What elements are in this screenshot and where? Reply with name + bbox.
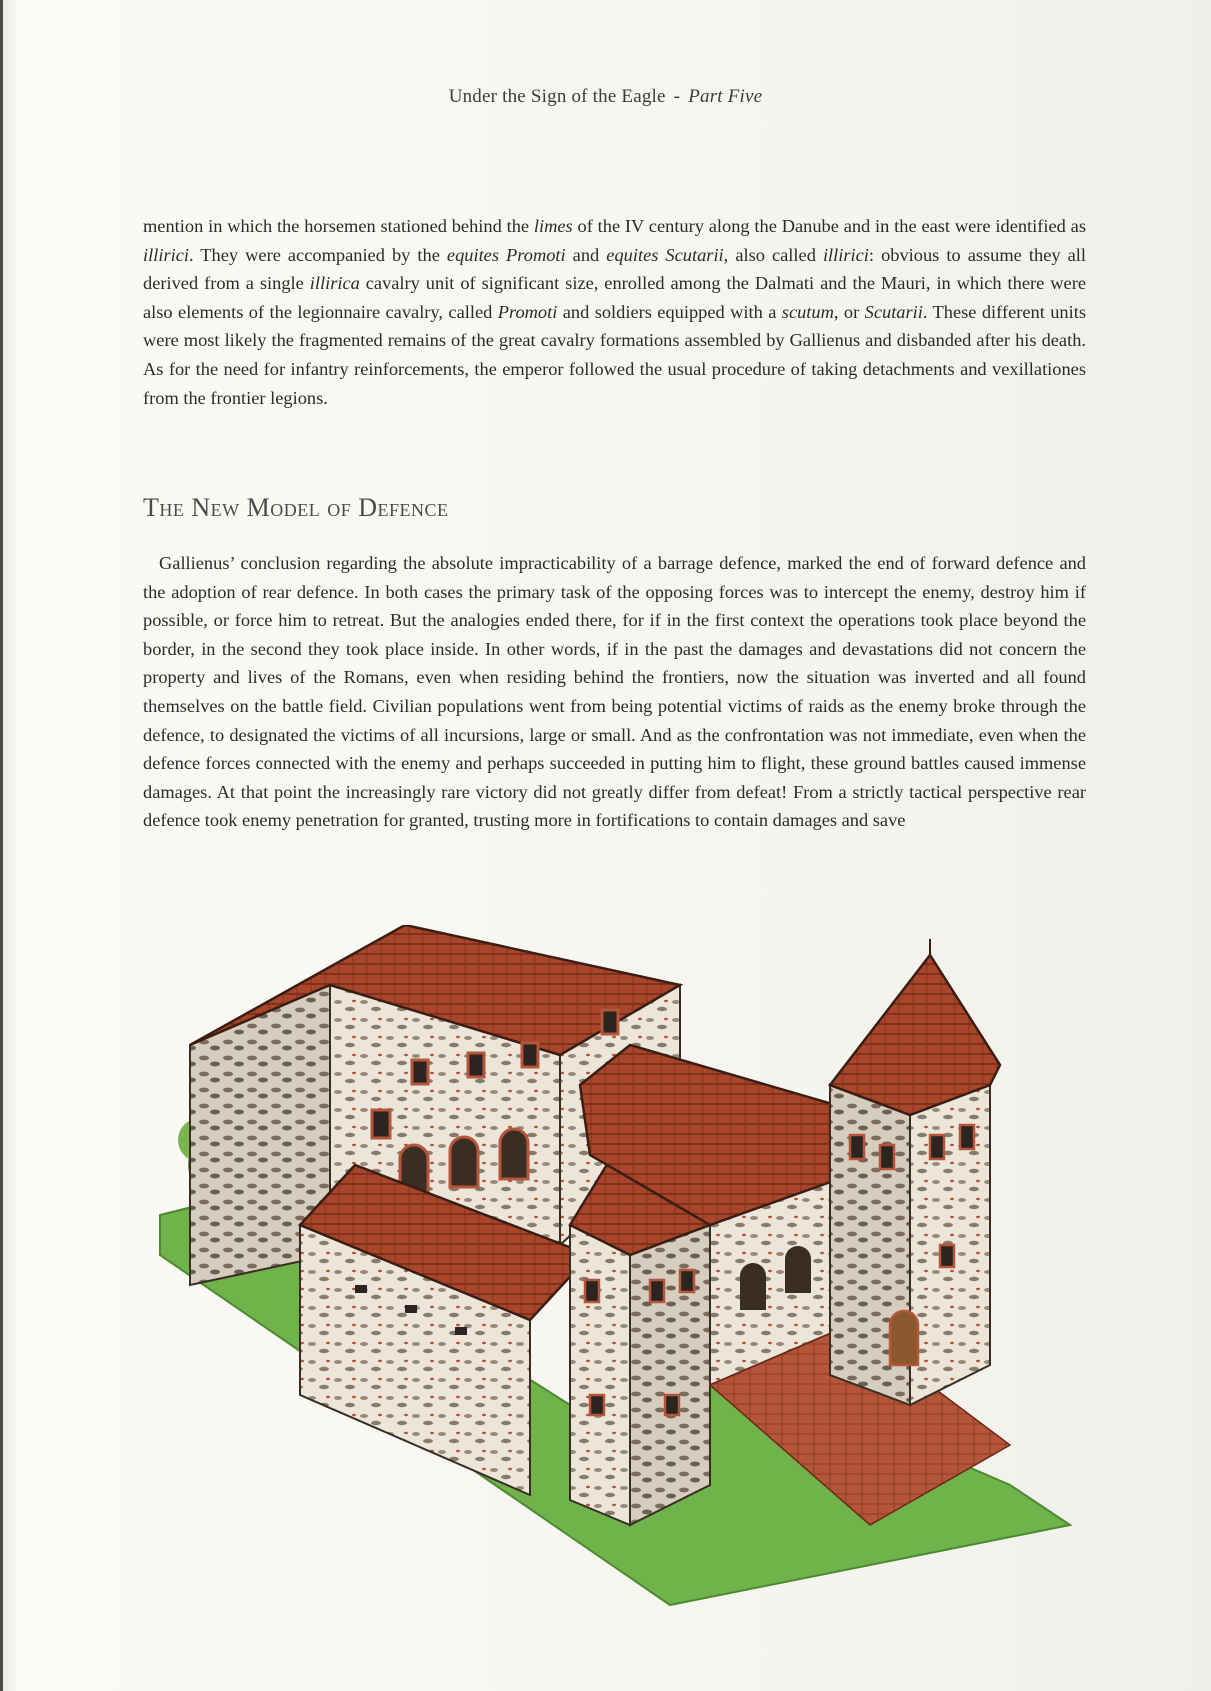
text-run: cavalry unit of significant size, enrolled among the Dalmati and the Mauri, in which there were also elements of the legionnaire cavalry, called: [143, 273, 1086, 322]
italic-term: Scutarii: [864, 301, 923, 322]
italic-term: illirici: [143, 244, 189, 265]
text-run: , also called: [723, 244, 823, 265]
section-heading: The New Model of Defence: [143, 493, 449, 522]
text-run: and: [565, 244, 607, 265]
italic-term: equites Promoti: [446, 244, 566, 265]
text-run: , or: [833, 301, 865, 322]
right-tower-roof: [830, 955, 1000, 1115]
paragraph-body: Gallienus’ conclusion regarding the absolute impracticability of a barrage defence, marked the end of forward defence and the adoption of rear defence. In both cases the primary task of the opposing forces was to intercept the enemy, destroy him if possible, or force him to retreat. But the analogies ended there, for if in the first context the operations took place beyond the border, in the second they took place inside. In other words, if in the past the damages and devastations did not concern the property and lives of the Romans, even when residing behind the frontiers, now the situation was inverted and all found themselves on the battle field. Civilian populations went from being potential victims of raids as the enemy broke through the defence, to designated the victims of all incursions, large or small. And as the confrontation was not immediate, even when the defence forces connected with the enemy and perhaps succeeded in putting him to flight, these ground battles caused immense damages. At that point the increasingly rare victory did not greatly differ from defeat! From a strictly tactical perspective rear defence took enemy penetration for granted, trusting more in fortifications to contain damages and save: [143, 553, 1086, 831]
text-run: . They were accompanied by the: [188, 244, 447, 265]
paragraph-continued: [143, 212, 1086, 412]
castle-illustration: [150, 925, 1120, 1610]
text-run: . These different units were most likely the fragmented remains of the great cavalry formations assembled by Gallienus and disbanded after his death. As for the need for infantry reinforcements, the emperor followed the usual procedure of taking detachments and vexillationes from the frontier legions.: [143, 301, 1086, 408]
part-label: Part Five: [688, 86, 763, 107]
italic-term: Promoti: [497, 301, 558, 322]
italic-term: limes: [533, 216, 573, 236]
page-spine-edge: [0, 0, 3, 1691]
text-run: mention in which the horsemen stationed behind the: [143, 216, 534, 236]
italic-term: scutum: [781, 301, 834, 322]
italic-term: equites Scutarii: [606, 244, 724, 265]
castle-drawing: [150, 925, 1120, 1610]
center-tower-right-wall: [630, 1225, 710, 1525]
header-separator: -: [673, 86, 681, 107]
text-run: and soldiers equipped with a: [557, 301, 782, 322]
text-run: : obvious to assume they all derived from a single: [143, 244, 1086, 294]
center-tower-left-wall: [570, 1225, 630, 1525]
book-title: Under the Sign of the Eagle: [448, 86, 666, 107]
running-header: [0, 86, 1211, 108]
italic-term: illirica: [309, 273, 360, 294]
text-run: of the IV century along the Danube and in the east were identified as: [572, 216, 1086, 236]
italic-term: illirici: [822, 244, 869, 265]
